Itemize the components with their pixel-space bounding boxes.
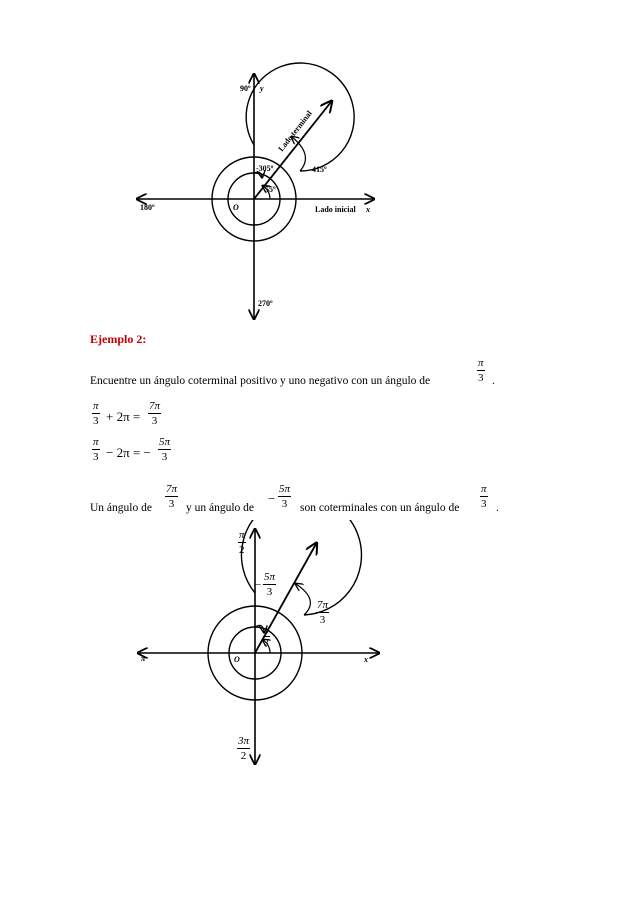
fraction-denominator: 3 bbox=[93, 415, 99, 427]
eq2-operator: − 2π = − bbox=[106, 445, 151, 460]
label-x: x bbox=[364, 655, 368, 664]
fraction-denominator: 2 bbox=[239, 544, 245, 556]
fraction-numerator: π bbox=[264, 625, 269, 635]
fraction-5pi-3 bbox=[278, 484, 291, 510]
fraction-denominator: 2 bbox=[240, 750, 247, 762]
eq1-result-fraction bbox=[148, 401, 161, 427]
fraction-numerator: π bbox=[478, 357, 484, 369]
example-prompt: Encuentre un ángulo coterminal positivo y uno negativo con un ángulo de bbox=[90, 375, 431, 387]
fraction-denominator: 3 bbox=[266, 586, 273, 598]
label-415: 415º bbox=[312, 165, 327, 174]
fraction-numerator: 5π bbox=[264, 571, 276, 583]
conclusion-period: . bbox=[496, 502, 499, 514]
eq2-result-fraction bbox=[158, 437, 171, 463]
label-origin: O bbox=[233, 203, 239, 212]
fraction-pi-3 bbox=[480, 484, 488, 510]
label-neg-5pi-3 bbox=[263, 572, 276, 598]
label-pi-3 bbox=[263, 626, 270, 648]
fraction-denominator: 3 bbox=[93, 451, 99, 463]
label-origin: O bbox=[234, 655, 240, 664]
label-y: y bbox=[260, 84, 264, 93]
fraction-denominator: 3 bbox=[264, 638, 269, 648]
fraction-denominator: 3 bbox=[151, 415, 158, 427]
diagram-degrees bbox=[0, 0, 638, 330]
label-initial-side: Lado inicial bbox=[315, 205, 356, 214]
arc-7pi-3 bbox=[241, 520, 361, 615]
fraction-numerator: 7π bbox=[166, 483, 178, 495]
fraction-7pi-3 bbox=[165, 484, 178, 510]
fraction-denominator: 3 bbox=[319, 614, 326, 626]
eq2-term-fraction bbox=[92, 437, 100, 463]
conclusion-text-2: y un ángulo de bbox=[186, 502, 255, 514]
label-pi-neg-x: π bbox=[141, 654, 146, 663]
label-minus-305: -305º bbox=[256, 164, 274, 173]
prompt-period: . bbox=[492, 375, 495, 387]
arc-7pi-3-tail bbox=[296, 584, 310, 615]
label-pi-over-2 bbox=[238, 530, 246, 556]
fraction-numerator: 3π bbox=[238, 735, 250, 747]
label-90: 90º bbox=[240, 84, 251, 93]
label-3pi-over-2 bbox=[237, 736, 250, 762]
label-x: x bbox=[366, 205, 370, 214]
fraction-numerator: π bbox=[93, 436, 99, 448]
prompt-fraction bbox=[477, 358, 485, 384]
diagram-radians bbox=[0, 520, 638, 780]
eq1-operator: + 2π = bbox=[106, 409, 141, 424]
fraction-denominator: 3 bbox=[161, 451, 168, 463]
fraction-numerator: π bbox=[481, 483, 487, 495]
fraction-numerator: 7π bbox=[317, 599, 329, 611]
fraction-denominator: 3 bbox=[168, 498, 175, 510]
minus-sign: − bbox=[268, 491, 276, 506]
conclusion-text-3: son coterminales con un ángulo de bbox=[300, 502, 460, 514]
label-neg-sign: − bbox=[255, 579, 262, 591]
fraction-denominator: 3 bbox=[481, 498, 487, 510]
label-55: 55º bbox=[265, 185, 276, 194]
fraction-denominator: 3 bbox=[478, 372, 484, 384]
example-heading: Ejemplo 2: bbox=[90, 332, 147, 346]
fraction-numerator: 7π bbox=[149, 400, 161, 412]
eq1-term-fraction bbox=[92, 401, 100, 427]
label-terminal-side: Lado terminal bbox=[276, 108, 314, 154]
fraction-numerator: π bbox=[93, 400, 99, 412]
fraction-numerator: 5π bbox=[159, 436, 171, 448]
label-270: 270º bbox=[258, 299, 273, 308]
label-7pi-3 bbox=[316, 600, 329, 626]
label-180: 180º bbox=[140, 203, 155, 212]
fraction-denominator: 3 bbox=[281, 498, 288, 510]
fraction-numerator: π bbox=[239, 529, 245, 541]
conclusion-text-1: Un ángulo de bbox=[90, 502, 152, 514]
fraction-numerator: 5π bbox=[279, 483, 291, 495]
